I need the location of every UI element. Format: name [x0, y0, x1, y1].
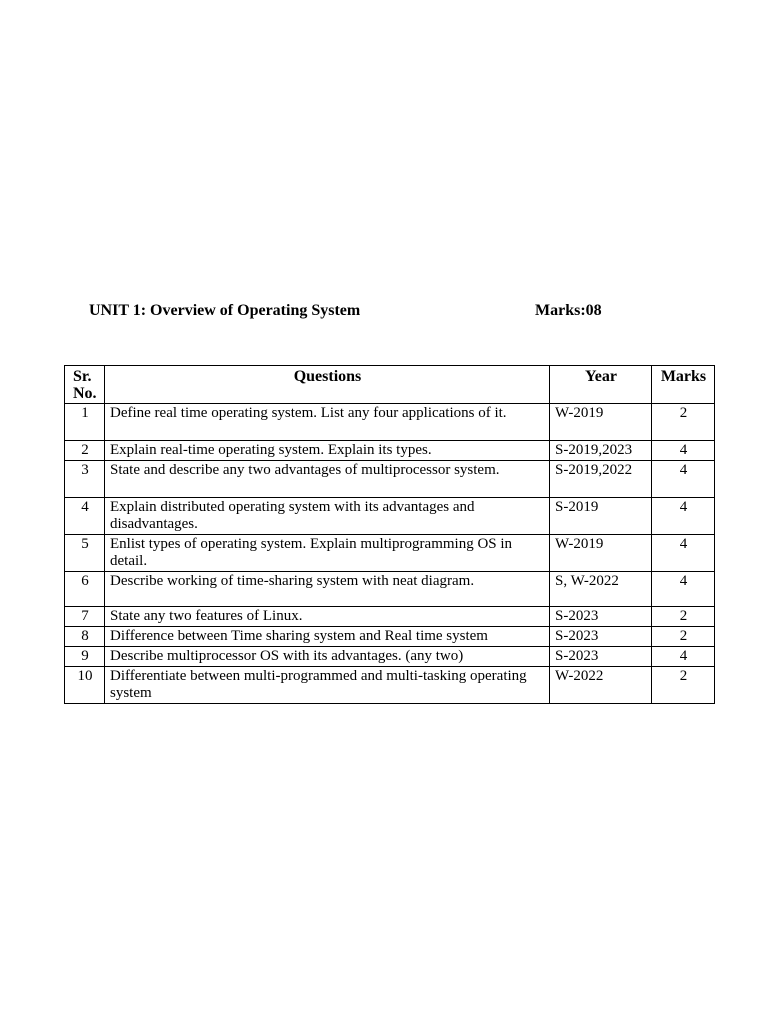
- year-cell: S-2023: [550, 647, 652, 667]
- table-row: [65, 441, 715, 461]
- marks-cell: 4: [652, 572, 715, 607]
- year-cell: S-2019,2023: [550, 441, 652, 461]
- marks-cell: 4: [652, 498, 715, 535]
- questions-table: [64, 365, 715, 704]
- unit-title: UNIT 1: Overview of Operating System: [89, 302, 361, 319]
- marks-cell: 4: [652, 647, 715, 667]
- question-cell: Explain distributed operating system with its advantages and disadvantages.: [105, 498, 550, 535]
- question-cell: Define real time operating system. List any four applications of it.: [105, 404, 550, 441]
- sr-cell: 1: [65, 404, 105, 441]
- column-header-questions: Questions: [105, 366, 550, 404]
- table-row: [65, 667, 715, 704]
- year-cell: W-2022: [550, 667, 652, 704]
- sr-cell: 8: [65, 627, 105, 647]
- sr-cell: 3: [65, 461, 105, 498]
- table-row: [65, 647, 715, 667]
- table-row: [65, 404, 715, 441]
- column-header-marks: Marks: [652, 366, 715, 404]
- sr-cell: 6: [65, 572, 105, 607]
- table-row: [65, 572, 715, 607]
- question-cell: Describe multiprocessor OS with its advantages. (any two): [105, 647, 550, 667]
- unit-marks: Marks:08: [535, 302, 602, 319]
- year-cell: S, W-2022: [550, 572, 652, 607]
- sr-cell: 9: [65, 647, 105, 667]
- marks-cell: 2: [652, 404, 715, 441]
- table-row: [65, 498, 715, 535]
- marks-cell: 2: [652, 667, 715, 704]
- year-cell: W-2019: [550, 404, 652, 441]
- marks-cell: 4: [652, 441, 715, 461]
- sr-cell: 10: [65, 667, 105, 704]
- year-cell: S-2019: [550, 498, 652, 535]
- question-cell: Enlist types of operating system. Explain multiprogramming OS in detail.: [105, 535, 550, 572]
- question-cell: State any two features of Linux.: [105, 607, 550, 627]
- column-header-year: Year: [550, 366, 652, 404]
- table-row: [65, 535, 715, 572]
- marks-cell: 4: [652, 535, 715, 572]
- question-cell: Describe working of time-sharing system with neat diagram.: [105, 572, 550, 607]
- question-cell: Differentiate between multi-programmed and multi-tasking operating system: [105, 667, 550, 704]
- question-cell: State and describe any two advantages of multiprocessor system.: [105, 461, 550, 498]
- sr-cell: 4: [65, 498, 105, 535]
- table-row: [65, 627, 715, 647]
- year-cell: S-2023: [550, 627, 652, 647]
- question-cell: Difference between Time sharing system and Real time system: [105, 627, 550, 647]
- sr-cell: 2: [65, 441, 105, 461]
- year-cell: W-2019: [550, 535, 652, 572]
- year-cell: S-2019,2022: [550, 461, 652, 498]
- table-header-row: [65, 366, 715, 404]
- year-cell: S-2023: [550, 607, 652, 627]
- table-row: [65, 461, 715, 498]
- column-header-sr-no: Sr. No.: [65, 366, 105, 404]
- sr-cell: 5: [65, 535, 105, 572]
- question-cell: Explain real-time operating system. Explain its types.: [105, 441, 550, 461]
- table-row: [65, 607, 715, 627]
- marks-cell: 2: [652, 607, 715, 627]
- marks-cell: 4: [652, 461, 715, 498]
- unit-header: [89, 302, 649, 326]
- marks-cell: 2: [652, 627, 715, 647]
- sr-cell: 7: [65, 607, 105, 627]
